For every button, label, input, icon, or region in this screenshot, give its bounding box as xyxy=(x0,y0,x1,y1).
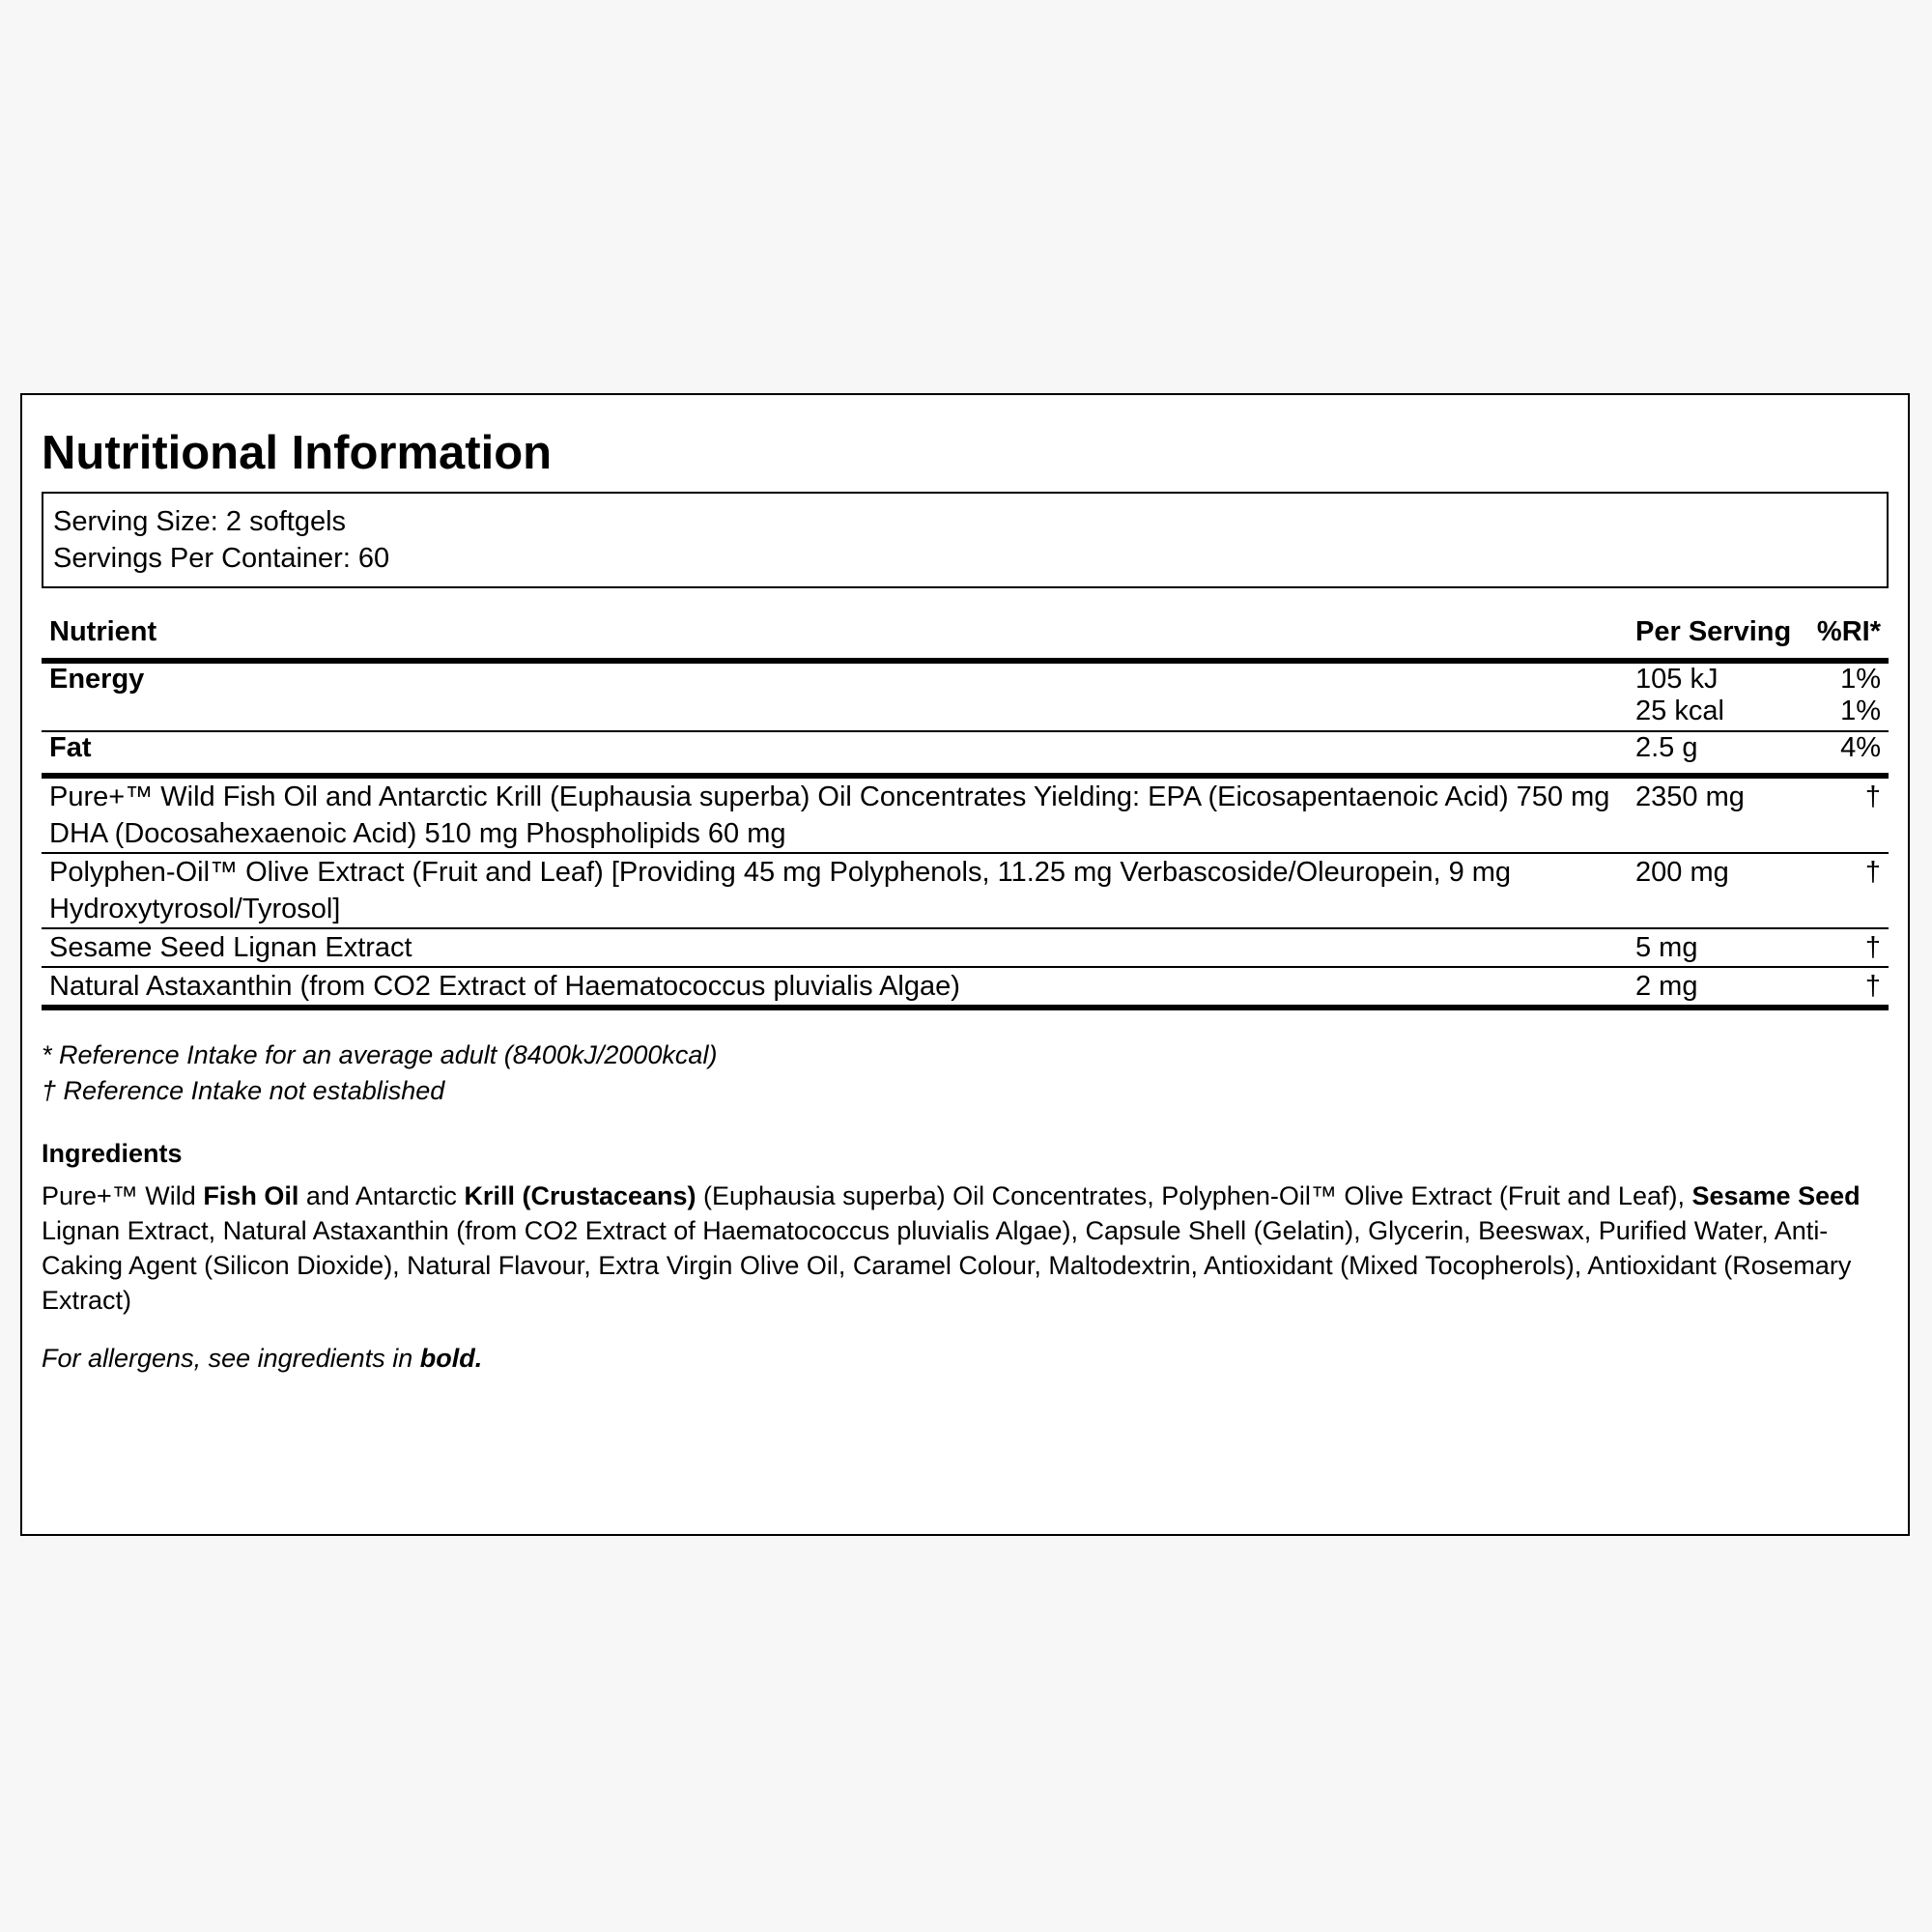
footnotes xyxy=(42,1037,1889,1109)
table-row-fat xyxy=(42,731,1889,776)
ri-value: 4% xyxy=(1805,731,1889,776)
ingredients-part: (Euphausia superba) Oil Concentrates, Polyphen-Oil™ Olive Extract (Fruit and Leaf), xyxy=(696,1181,1692,1210)
serving-info-box xyxy=(42,492,1889,588)
allergen-note xyxy=(42,1341,1889,1376)
ri-value: † xyxy=(1805,967,1889,1008)
ingredients-part: Lignan Extract, Natural Astaxanthin (from CO2 Extract of Haematococcus pluvialis Algae), Capsule Shell (Gelatin), Glycerin, Beeswax, Purified Water, Anti-Caking Agent (Silicon Dioxide), Natural Flavour, Extra Virgin Olive Oil, Caramel Colour, Maltodextrin, Antioxidant (Mixed Tocopherols), Antioxidant (Rosemary Extract) xyxy=(42,1216,1852,1315)
header-per-serving: Per Serving xyxy=(1628,606,1805,661)
per-serving-value: 200 mg xyxy=(1628,853,1805,928)
per-serving-value: 105 kJ xyxy=(1635,664,1719,695)
per-serving-value: 5 mg xyxy=(1628,928,1805,967)
table-row-energy-kcal xyxy=(42,696,1889,731)
allergen-sesame-seed: Sesame Seed xyxy=(1691,1181,1861,1210)
nutrient-name: Sesame Seed Lignan Extract xyxy=(42,928,1628,967)
table-row xyxy=(42,776,1889,853)
table-row xyxy=(42,853,1889,928)
ri-value: † xyxy=(1805,776,1889,853)
dagger-footnote: † Reference Intake not established xyxy=(42,1076,445,1105)
ri-footnote: * Reference Intake for an average adult (8400kJ/2000kcal) xyxy=(42,1040,718,1069)
per-serving-value: 25 kcal xyxy=(1628,696,1805,731)
nutrient-name: Fat xyxy=(42,731,1628,776)
ri-value: 1% xyxy=(1805,696,1889,731)
servings-per-container: Servings Per Container: 60 xyxy=(53,543,390,574)
per-serving-value: 2350 mg xyxy=(1628,776,1805,853)
ri-value: † xyxy=(1805,928,1889,967)
table-row xyxy=(42,928,1889,967)
allergen-note-text: For allergens, see ingredients in xyxy=(42,1344,420,1373)
nutrition-panel xyxy=(20,393,1910,1536)
page-title: Nutritional Information xyxy=(42,427,553,479)
ri-value: † xyxy=(1805,853,1889,928)
header-nutrient: Nutrient xyxy=(42,606,1628,661)
table-row-energy xyxy=(42,661,1889,696)
nutrient-name-empty xyxy=(42,696,1628,731)
allergen-fish-oil: Fish Oil xyxy=(203,1181,299,1210)
per-serving-value: 2 mg xyxy=(1628,967,1805,1008)
table-header-row xyxy=(42,606,1889,661)
ingredients-heading: Ingredients xyxy=(42,1139,183,1168)
ingredients-part: Pure+™ Wild xyxy=(42,1181,204,1210)
table-row xyxy=(42,967,1889,1008)
nutrition-table xyxy=(42,606,1889,1010)
nutrient-name: Energy xyxy=(49,664,145,695)
nutrient-name: Pure+™ Wild Fish Oil and Antarctic Krill (Euphausia superba) Oil Concentrates Yielding: EPA (Eicosapentaenoic Acid) 750 mg DHA (Docosahexaenoic Acid) 510 mg Phospholipids 60 mg xyxy=(42,776,1628,853)
header-ri: %RI* xyxy=(1805,606,1889,661)
allergen-note-bold: bold. xyxy=(419,1344,483,1373)
serving-size: Serving Size: 2 softgels xyxy=(53,506,347,537)
per-serving-value: 2.5 g xyxy=(1628,731,1805,776)
nutrient-name: Natural Astaxanthin (from CO2 Extract of Haematococcus pluvialis Algae) xyxy=(42,967,1628,1008)
ri-value: 1% xyxy=(1840,664,1881,695)
ingredients-part: and Antarctic xyxy=(298,1181,465,1210)
allergen-krill: Krill (Crustaceans) xyxy=(464,1181,696,1210)
ingredients-text xyxy=(42,1179,1889,1318)
nutrient-name: Polyphen-Oil™ Olive Extract (Fruit and Leaf) [Providing 45 mg Polyphenols, 11.25 mg Verbascoside/Oleuropein, 9 mg Hydroxytyrosol/Tyrosol] xyxy=(42,853,1628,928)
